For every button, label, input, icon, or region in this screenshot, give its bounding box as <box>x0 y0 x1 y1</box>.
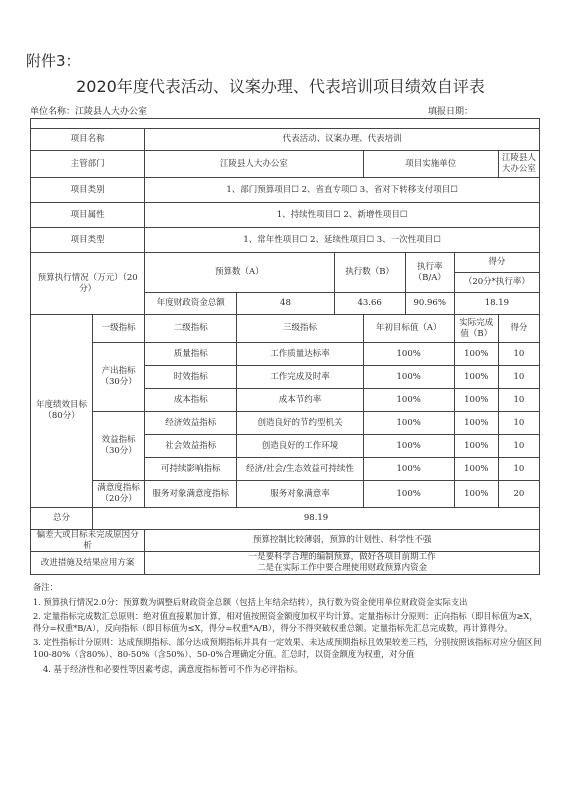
level3-header: 三级指标 <box>237 315 363 343</box>
deviation-value: 预算控制比较薄弱，预算的计划性、科学性不强 <box>145 530 540 552</box>
attachment-label: 附件3： <box>26 52 81 70</box>
score-cell: 10 <box>498 343 539 366</box>
score-cell: 20 <box>498 481 539 508</box>
total-value: 98.19 <box>93 508 540 530</box>
notes <box>33 582 545 678</box>
attribute-row <box>31 203 540 228</box>
notes-title: 备注： <box>33 582 58 592</box>
initial-cell: 100% <box>363 366 454 389</box>
table-row <box>31 412 540 435</box>
project-name-row <box>31 129 540 151</box>
level2-cell: 可持续影响指标 <box>145 458 237 481</box>
budget-score-value: 18.19 <box>454 293 539 315</box>
score-col-subheader: （20分*执行率） <box>454 273 539 293</box>
group-satisfaction-label: 满意度指标（20分） <box>93 481 145 508</box>
actual-cell: 100% <box>454 435 498 458</box>
total-row <box>31 508 540 530</box>
level2-cell: 时效指标 <box>145 366 237 389</box>
score-cell: 10 <box>498 366 539 389</box>
attribute-label: 项目属性 <box>31 203 145 228</box>
deviation-label: 偏差大或目标未完成原因分析 <box>31 530 145 552</box>
category-row <box>31 178 540 203</box>
exec-value: 43.66 <box>334 293 405 315</box>
improve-line-1: 一是要科学合理的编制预算，做好各项目前期工作 <box>248 552 436 563</box>
table-top-blank-row <box>31 119 540 129</box>
score-cell: 10 <box>498 458 539 481</box>
score-cell: 10 <box>498 412 539 435</box>
note-2: 2. 定量指标完成数汇总原则：绝对值直接累加计算，相对值按照资金额度加权平均计算。定量指标计分原则：正向指标（即目标值为≥X，得分=权重*B/A），反向指标（即目标值为≤X，得分=权重*A/B），得分不得突破权重总额。定量指标先汇总完成数，再计算得分。 <box>33 611 538 633</box>
level3-cell: 服务对象满意率 <box>237 481 363 508</box>
attribute-value: 1、持续性项目☐ 2、新增性项目☐ <box>145 203 540 228</box>
impl-unit-value: 江陵县人大办公室 <box>498 151 539 178</box>
note-1: 1. 预算执行情况2.0分：预算数为调整后财政资金总额（包括上年结余结转），执行数为资金使用单位财政资金实际支出 <box>33 596 468 607</box>
blank-cell <box>31 119 540 129</box>
dept-row <box>31 151 540 178</box>
initial-header: 年初目标值（A） <box>363 315 454 343</box>
score-cell: 10 <box>498 435 539 458</box>
fill-date-label: 填报日期： <box>428 107 474 117</box>
budget-label: 预算执行情况（万元）（20分） <box>31 253 145 315</box>
note-3: 3. 定性指标计分原则：达成预期指标、部分达成预期指标并具有一定效果、未达成预期指标且效果较差三档，分别按照该指标对应分值区间100-80%（含80%）、80-50%（含50%）、50-0%合理确定分值。汇总时，以资金额度为权重，对分值 <box>33 637 542 660</box>
exec-col-header: 执行数（B） <box>334 253 405 293</box>
dept-label: 主管部门 <box>31 151 145 178</box>
level2-header: 二级指标 <box>145 315 237 343</box>
type-value: 1、常年性项目☐ 2、延续性项目☐ 3、一次性项目☐ <box>145 228 540 253</box>
actual-cell: 100% <box>454 366 498 389</box>
project-name-label: 项目名称 <box>31 129 145 151</box>
improve-label: 改进措施及结果应用方案 <box>31 552 145 574</box>
category-value: 1、部门预算项目☐ 2、省直专项☐ 3、省对下转移支付项目☐ <box>145 178 540 203</box>
score-header: 得分 <box>498 315 539 343</box>
rate-value: 90.96% <box>405 293 454 315</box>
initial-cell: 100% <box>363 435 454 458</box>
actual-header: 实际完成值（B） <box>454 315 498 343</box>
deviation-row <box>31 530 540 552</box>
level3-cell: 成本节约率 <box>237 389 363 412</box>
table-row <box>31 343 540 366</box>
initial-cell: 100% <box>363 481 454 508</box>
level2-cell: 经济效益指标 <box>145 412 237 435</box>
level3-cell: 工作完成及时率 <box>237 366 363 389</box>
evaluation-table <box>30 118 540 575</box>
improve-line-2: 二是在实际工作中要合理使用财政预算内资金 <box>257 562 428 573</box>
rate-col-header: 执行率（B/A） <box>405 253 454 293</box>
performance-header-row <box>31 315 540 343</box>
actual-cell: 100% <box>454 412 498 435</box>
actual-cell: 100% <box>454 458 498 481</box>
impl-unit-label: 项目实施单位 <box>363 151 498 178</box>
page-title: 2020年度代表活动、议案办理、代表培训项目绩效自评表 <box>76 77 485 96</box>
improve-row <box>31 552 540 574</box>
project-name-value: 代表活动、议案办理、代表培训 <box>145 129 540 151</box>
initial-cell: 100% <box>363 389 454 412</box>
level3-cell: 工作质量达标率 <box>237 343 363 366</box>
unit-name: 单位名称：江陵县人大办公室 <box>30 107 148 117</box>
group-benefit-label: 效益指标（30分） <box>93 412 145 481</box>
budget-header-row <box>31 253 540 273</box>
actual-cell: 100% <box>454 481 498 508</box>
actual-cell: 100% <box>454 343 498 366</box>
group-output-label: 产出指标（30分） <box>93 343 145 412</box>
level2-cell: 成本指标 <box>145 389 237 412</box>
note-4: 4. 基于经济性和必要性等因素考虑，满意度指标暂可不作为必评指标。 <box>43 663 303 674</box>
score-col-header: 得分 <box>454 253 539 273</box>
performance-label: 年度绩效目标（80分） <box>31 315 93 508</box>
level3-cell: 经济/社会/生态效益可持续性 <box>237 458 363 481</box>
initial-cell: 100% <box>363 412 454 435</box>
initial-cell: 100% <box>363 343 454 366</box>
initial-cell: 100% <box>363 458 454 481</box>
level2-cell: 社会效益指标 <box>145 435 237 458</box>
category-label: 项目类别 <box>31 178 145 203</box>
table-row <box>31 481 540 508</box>
level3-cell: 创造良好的节约型机关 <box>237 412 363 435</box>
total-label: 总分 <box>31 508 93 530</box>
type-row <box>31 228 540 253</box>
budget-value: 48 <box>237 293 334 315</box>
level2-cell: 质量指标 <box>145 343 237 366</box>
level1-header: 一级指标 <box>93 315 145 343</box>
fund-total-label: 年度财政资金总额 <box>145 293 237 315</box>
dept-value: 江陵县人大办公室 <box>145 151 363 178</box>
improve-value <box>145 552 540 574</box>
level2-cell: 服务对象满意度指标 <box>145 481 237 508</box>
actual-cell: 100% <box>454 389 498 412</box>
budget-col-header: 预算数（A） <box>145 253 334 293</box>
level3-cell: 创造良好的工作环境 <box>237 435 363 458</box>
score-cell: 10 <box>498 389 539 412</box>
type-label: 项目类型 <box>31 228 145 253</box>
